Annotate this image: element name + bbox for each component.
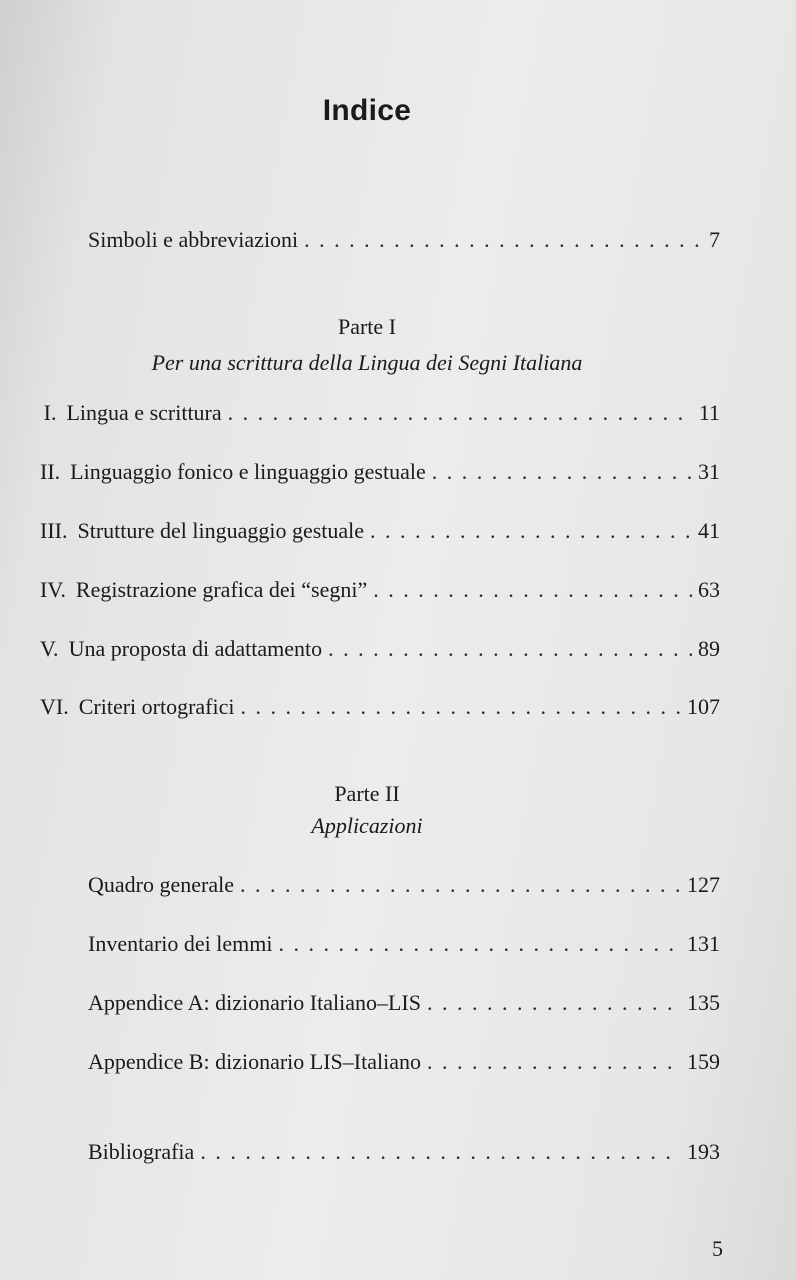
chapter-title: Linguaggio fonico e linguaggio gestuale	[70, 459, 426, 484]
dot-leader	[328, 633, 692, 665]
toc-entry-symbols[interactable]	[88, 224, 720, 256]
part-one-subtitle: Per una scrittura della Lingua dei Segni Italiana	[151, 350, 583, 375]
dot-leader	[228, 397, 693, 429]
toc-entry-bibliography[interactable]	[88, 1136, 720, 1168]
part-one-heading-block	[0, 312, 734, 378]
part-two-subtitle: Applicazioni	[311, 813, 423, 838]
dot-leader	[427, 987, 681, 1019]
chapter-title: Strutture del linguaggio gestuale	[77, 518, 365, 543]
toc-chapter-5[interactable]	[40, 633, 720, 665]
toc-entry-inventario[interactable]	[88, 928, 720, 960]
chapter-number: II.	[40, 459, 61, 484]
toc-entry-label: Appendice A: dizionario Italiano–LIS	[88, 990, 421, 1015]
dot-leader	[240, 869, 681, 901]
chapter-number: V.	[40, 636, 59, 661]
chapter-number: IV.	[40, 577, 66, 602]
toc-entry-page: 7	[709, 227, 720, 252]
toc-chapter-6[interactable]	[40, 691, 720, 723]
dot-leader	[279, 928, 682, 960]
part-two-heading: Parte II	[334, 781, 400, 806]
chapter-page: 63	[698, 577, 720, 602]
chapter-number: I.	[43, 400, 57, 425]
dot-leader	[370, 515, 692, 547]
toc-entry-page: 193	[687, 1139, 720, 1164]
toc-entry-page: 131	[687, 931, 720, 956]
toc-entry-page: 135	[687, 990, 720, 1015]
dot-leader	[432, 456, 692, 488]
toc-chapter-4[interactable]	[40, 574, 720, 606]
chapter-page: 11	[698, 400, 720, 425]
part-one-heading: Parte I	[337, 314, 397, 339]
toc-entry-label: Inventario dei lemmi	[88, 931, 273, 956]
chapter-page: 31	[698, 459, 720, 484]
toc-entry-page: 159	[687, 1049, 720, 1074]
part-two-heading-block	[0, 779, 734, 841]
chapter-number: III.	[40, 518, 68, 543]
toc-entry-label: Quadro generale	[88, 872, 234, 897]
dot-leader	[200, 1136, 681, 1168]
chapter-title: Criteri ortografici	[78, 694, 235, 719]
toc-entry-page: 127	[687, 872, 720, 897]
toc-entry-quadro[interactable]	[88, 869, 720, 901]
toc-entry-appendix-a[interactable]	[88, 987, 720, 1019]
toc-chapter-3[interactable]	[40, 515, 720, 547]
dot-leader	[304, 224, 703, 256]
chapter-title: Una proposta di adattamento	[68, 636, 323, 661]
toc-entry-label: Appendice B: dizionario LIS–Italiano	[88, 1049, 421, 1074]
toc-chapter-1[interactable]	[40, 397, 720, 429]
toc-entry-label: Simboli e abbreviazioni	[88, 227, 299, 252]
dot-leader	[427, 1046, 681, 1078]
toc-chapter-2[interactable]	[40, 456, 720, 488]
page-title: Indice	[322, 94, 412, 127]
dot-leader	[373, 574, 692, 606]
chapter-title: Registrazione grafica dei “segni”	[75, 577, 368, 602]
toc-entry-label: Bibliografia	[88, 1139, 195, 1164]
chapter-page: 107	[687, 694, 720, 719]
page-number: 5	[712, 1236, 723, 1261]
dot-leader	[241, 691, 682, 723]
chapter-page: 89	[698, 636, 720, 661]
chapter-title: Lingua e scrittura	[66, 400, 222, 425]
toc-entry-appendix-b[interactable]	[88, 1046, 720, 1078]
chapter-page: 41	[698, 518, 720, 543]
chapter-number: VI.	[40, 694, 69, 719]
